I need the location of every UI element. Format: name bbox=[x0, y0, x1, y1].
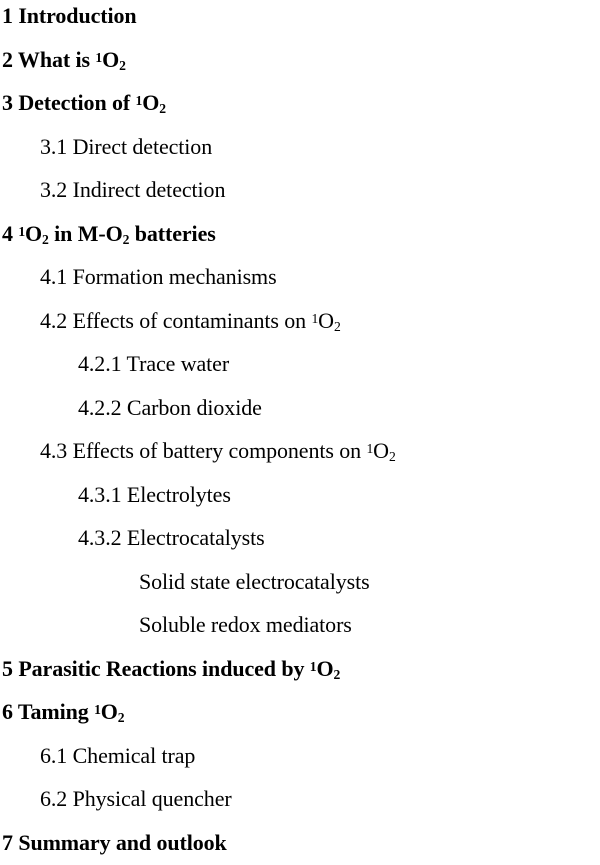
toc-title-text: O bbox=[318, 307, 334, 333]
toc-title-text: batteries bbox=[129, 220, 216, 246]
subscript: 2 bbox=[159, 101, 166, 117]
toc-title-text: Effects of battery components on bbox=[72, 438, 367, 463]
toc-entry-solid-state-electrocatalysts bbox=[139, 566, 370, 598]
superscript: 1 bbox=[311, 310, 319, 326]
toc-entry-7 bbox=[2, 827, 227, 859]
superscript: 1 bbox=[309, 658, 317, 674]
toc-entry-5 bbox=[2, 653, 340, 685]
toc-title: Soluble redox mediators bbox=[139, 612, 352, 637]
toc-number: 4.1 bbox=[40, 264, 68, 289]
toc-entry-3-2 bbox=[40, 174, 225, 206]
subscript: 2 bbox=[388, 449, 396, 465]
toc-entry-6 bbox=[2, 696, 125, 728]
toc-number: 3.1 bbox=[40, 133, 68, 159]
toc-title-text: O bbox=[102, 46, 120, 72]
toc-title: Chemical trap bbox=[72, 742, 196, 768]
toc-title bbox=[18, 47, 126, 72]
toc-entry-soluble-redox-mediators bbox=[139, 609, 352, 641]
toc-title-text: Effects of contaminants on bbox=[72, 307, 312, 333]
toc-entry-6-2 bbox=[40, 783, 232, 815]
toc-entry-4-2-2 bbox=[78, 392, 262, 424]
toc-entry-6-1 bbox=[40, 740, 195, 772]
toc-title bbox=[18, 699, 125, 724]
toc-title: Electrocatalysts bbox=[126, 525, 265, 550]
toc-entry-4-3-1 bbox=[78, 479, 231, 511]
toc-title bbox=[18, 656, 340, 681]
toc-title bbox=[18, 221, 215, 246]
toc-title-text: Introduction bbox=[18, 3, 137, 28]
toc-number: 4.3.1 bbox=[78, 481, 122, 507]
toc-entry-4-1 bbox=[40, 261, 277, 293]
toc-entry-4-2-1 bbox=[78, 348, 229, 380]
subscript: 2 bbox=[42, 231, 49, 247]
toc-number: 1 bbox=[2, 3, 13, 28]
subscript: 2 bbox=[333, 666, 341, 682]
toc-title: Formation mechanisms bbox=[72, 264, 277, 289]
superscript: 1 bbox=[95, 49, 103, 65]
toc-entry-3 bbox=[2, 87, 166, 119]
toc-title-text: O bbox=[142, 90, 160, 115]
toc-entry-1 bbox=[2, 0, 137, 32]
toc-entry-4 bbox=[2, 218, 216, 250]
toc-title bbox=[73, 438, 396, 463]
toc-number: 6 bbox=[2, 699, 13, 724]
toc-number: 4.2.1 bbox=[78, 351, 122, 376]
toc-title: Solid state electrocatalysts bbox=[139, 568, 370, 594]
subscript: 2 bbox=[119, 57, 126, 73]
toc-title-text: O bbox=[373, 438, 389, 463]
toc-number: 4.2.2 bbox=[78, 394, 122, 420]
toc-number: 3.2 bbox=[40, 177, 68, 202]
toc-entry-4-2 bbox=[40, 305, 341, 337]
toc-title: Electrolytes bbox=[126, 481, 231, 507]
toc-title-text: Parasitic Reactions induced by bbox=[18, 655, 310, 681]
toc-entry-3-1 bbox=[40, 131, 212, 163]
toc-number: 4 bbox=[2, 220, 13, 246]
toc-title: Summary and outlook bbox=[18, 829, 227, 855]
toc-title-text: Detection of bbox=[18, 90, 136, 115]
toc-title-text: O bbox=[316, 655, 334, 681]
toc-title bbox=[73, 308, 341, 333]
toc-title-text: What is bbox=[17, 46, 96, 72]
toc-number: 2 bbox=[2, 46, 13, 72]
toc-number: 4.3.2 bbox=[78, 525, 122, 550]
toc-number: 4.2 bbox=[40, 307, 68, 333]
toc-number: 3 bbox=[2, 90, 13, 115]
superscript: 1 bbox=[94, 702, 101, 718]
toc-entry-2 bbox=[2, 44, 126, 76]
toc-number: 7 bbox=[2, 829, 13, 855]
toc-number: 6.2 bbox=[40, 786, 68, 811]
toc-title-text: Taming bbox=[17, 699, 95, 724]
toc-number: 4.3 bbox=[40, 438, 68, 463]
toc-title-text: in M-O bbox=[48, 220, 123, 246]
toc-entry-4-3-2 bbox=[78, 522, 265, 554]
subscript: 2 bbox=[117, 710, 125, 726]
toc-title: Carbon dioxide bbox=[126, 394, 262, 420]
toc-entry-4-3 bbox=[40, 435, 396, 467]
superscript: 1 bbox=[18, 223, 26, 239]
toc-title bbox=[18, 3, 136, 28]
toc-title-text: O bbox=[25, 220, 43, 246]
toc-title: Indirect detection bbox=[72, 177, 226, 202]
superscript: 1 bbox=[135, 93, 143, 109]
toc-number: 6.1 bbox=[40, 742, 68, 768]
toc-number: 5 bbox=[2, 655, 13, 681]
subscript: 2 bbox=[333, 318, 341, 334]
toc-title: Physical quencher bbox=[72, 786, 232, 811]
toc-title: Direct detection bbox=[72, 133, 213, 159]
superscript: 1 bbox=[366, 441, 374, 457]
subscript: 2 bbox=[122, 231, 130, 247]
toc-title-text: O bbox=[100, 699, 118, 724]
toc-title bbox=[18, 90, 166, 115]
toc-title: Trace water bbox=[126, 351, 230, 376]
